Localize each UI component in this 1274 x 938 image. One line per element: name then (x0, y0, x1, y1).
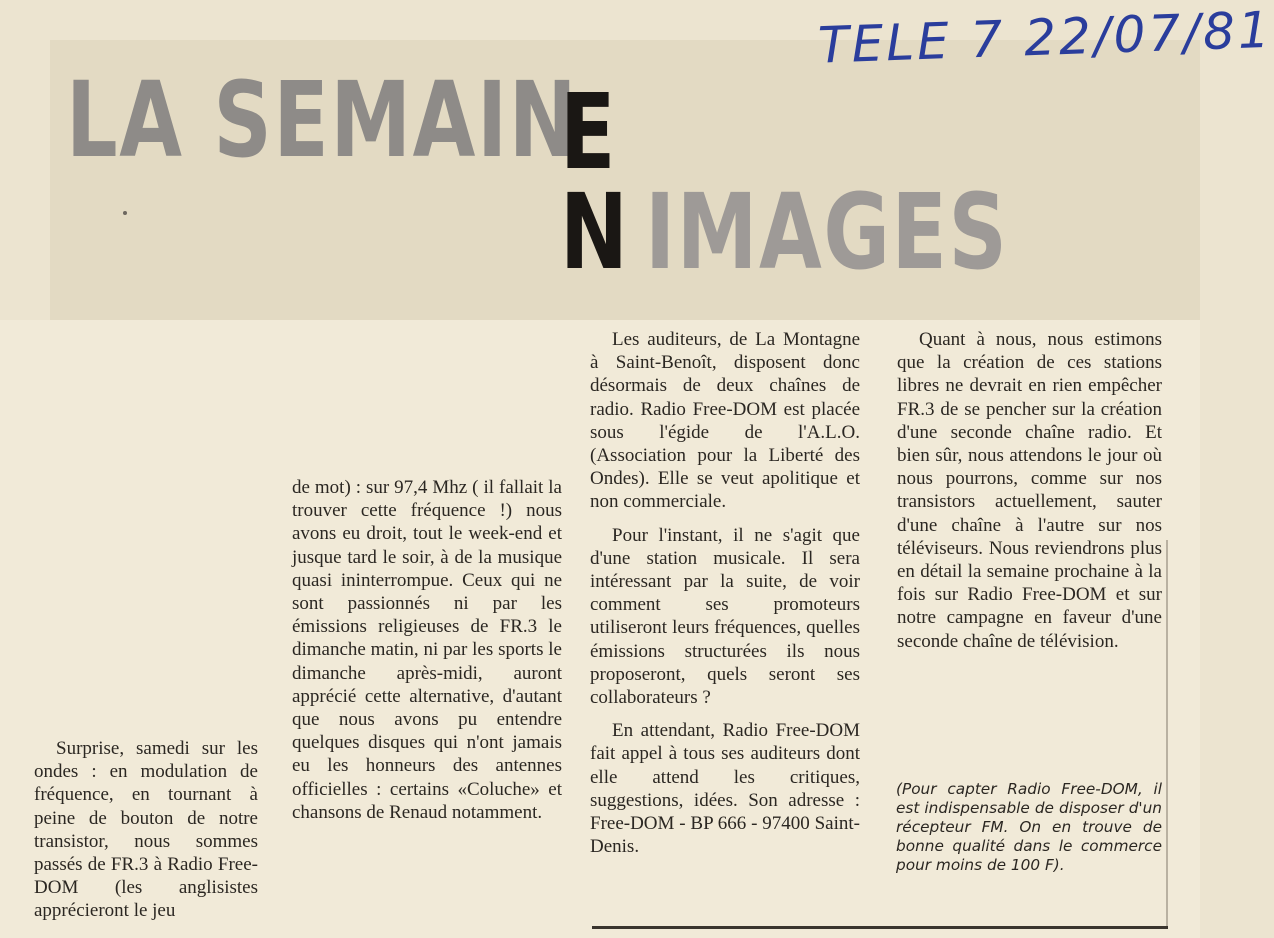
fm-receiver-note: (Pour capter Radio Free-DOM, il est indispensable de disposer d'un récepteur FM. On en trouve de bonne qualité dans le commerce pour moins de 100 F). (896, 780, 1162, 874)
article-column-1 (34, 737, 258, 923)
headline-line1-black: E (560, 71, 617, 193)
column-3-paragraph-3: En attendant, Radio Free-DOM fait appel à tous ses auditeurs dont elle attend les critiques, suggestions, idées. Son adresse : Free-DOM - BP 666 - 97400 Saint-Denis. (590, 720, 860, 858)
headline-line1-gray: LA SEMAIN (66, 59, 579, 181)
column-2-paragraph-1: de mot) : sur 97,4 Mhz ( il fallait la trouver cette fréquence !) nous avons eu droit, tout le week-end et jusque tard le soir, à de la musique quasi ininterrompue. Ceux qui ne sont passionnés ni par les émissions religieuses de FR.3 le dimanche matin, ni par les sports le dimanche après-midi, auront apprécié cette alternative, d'autant que nous avons pu entendre quelques disques qui n'ont jamais eu les honneurs des antennes officielles : certains «Coluche» et chansons de Renaud notamment. (292, 477, 562, 823)
ink-speck (123, 211, 127, 215)
column-1-paragraph-1: Surprise, samedi sur les ondes : en modulation de fréquence, en tournant à peine de bouton de notre transistor, nous sommes passés de FR.3 à Radio Free-DOM (les anglisistes apprécieront le jeu (34, 738, 258, 922)
article-column-2 (292, 476, 562, 824)
column-3-paragraph-2: Pour l'instant, il ne s'agit que d'une station musicale. Il sera intéressant par la suite, de voir comment ses promoteurs utiliseront leurs fréquences, quelles émissions structurées ils nous proposeront, quels seront ses collaborateurs ? (590, 524, 860, 709)
article-column-3 (590, 328, 860, 858)
headline-line2-black: N (560, 171, 630, 293)
bottom-rule (592, 926, 1168, 929)
headline-line2-gray: IMAGES (645, 171, 1009, 293)
handwritten-annotation: TELE 7 22/07/81 (817, 0, 1274, 75)
column-3-paragraph-1: Les auditeurs, de La Montagne à Saint-Benoît, disposent donc désormais de deux chaînes de radio. Radio Free-DOM est placée sous l'égide de l'A.L.O. (Association pour la Liberté des Ondes). Elle se veut apolitique et non commerciale. (590, 329, 860, 513)
article-column-4 (897, 328, 1162, 653)
column-divider (1166, 540, 1168, 926)
column-4-paragraph-1: Quant à nous, nous estimons que la création de ces stations libres ne devrait en rien empêcher FR.3 de se pencher sur la création d'une seconde chaîne radio. Et bien sûr, nous attendons le jour où nous pourrons, comme sur nos transistors actuellement, sauter d'une chaîne à l'autre sur nos téléviseurs. Nous reviendrons plus en détail la semaine prochaine à la fois sur Radio Free-DOM et sur notre campagne en faveur d'une seconde chaîne de télévision. (897, 329, 1162, 652)
